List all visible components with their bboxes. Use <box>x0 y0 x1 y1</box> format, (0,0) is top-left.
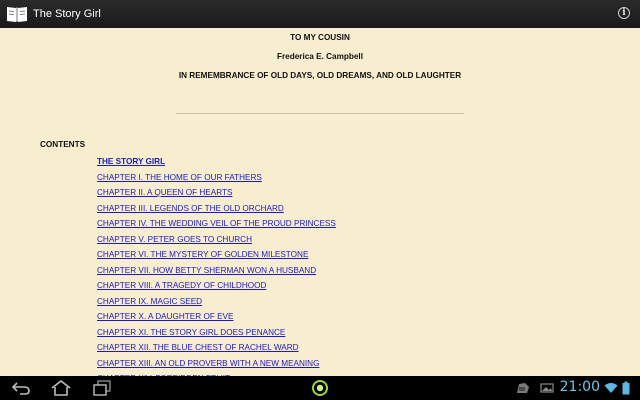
dedication-line-1: TO MY COUSIN <box>290 33 350 42</box>
toc-link[interactable]: CHAPTER VI. THE MYSTERY OF GOLDEN MILESTONE <box>97 250 309 259</box>
book-content[interactable] <box>0 28 640 376</box>
contents-heading: CONTENTS <box>40 140 86 149</box>
battery-status[interactable] <box>620 378 632 398</box>
toc-item <box>97 198 336 214</box>
back-icon <box>11 381 31 395</box>
notification-image[interactable] <box>538 378 556 398</box>
toc-item <box>97 260 336 276</box>
action-bar <box>0 0 640 28</box>
toc-link[interactable]: CHAPTER XII. THE BLUE CHEST OF RACHEL WARD <box>97 343 299 352</box>
menu-circle-icon <box>311 379 329 397</box>
toc-link[interactable]: CHAPTER XIII. AN OLD PROVERB WITH A NEW MEANING <box>97 358 320 368</box>
recent-apps-icon <box>92 380 112 396</box>
toc-item <box>97 322 336 338</box>
table-of-contents <box>97 151 336 384</box>
info-icon[interactable]: i <box>618 7 630 19</box>
wifi-status[interactable] <box>603 378 619 398</box>
wifi-icon <box>604 382 618 394</box>
toc-link[interactable]: CHAPTER V. PETER GOES TO CHURCH <box>97 234 252 244</box>
toc-link[interactable]: CHAPTER VII. HOW BETTY SHERMAN WON A HUSBAND <box>97 265 317 275</box>
notification-app[interactable] <box>514 378 532 398</box>
toc-item <box>97 337 336 353</box>
toc-link[interactable]: CHAPTER IV. THE WEDDING VEIL OF THE PROUD PRINCESS <box>97 219 336 228</box>
toc-item <box>97 182 336 198</box>
toc-item <box>97 291 336 307</box>
app-title: The Story Girl <box>33 8 101 20</box>
home-button[interactable] <box>48 378 74 398</box>
toc-item <box>97 167 336 183</box>
toc-item <box>97 151 336 167</box>
toc-item <box>97 306 336 322</box>
notification-image-icon <box>540 382 554 394</box>
dedication-line-2: Frederica E. Campbell <box>276 52 363 61</box>
horizontal-rule <box>176 113 464 114</box>
toc-link[interactable]: CHAPTER I. THE HOME OF OUR FATHERS <box>97 172 262 182</box>
open-book-icon[interactable] <box>6 5 28 23</box>
toc-item <box>97 353 336 369</box>
toc-link[interactable]: CHAPTER XI. THE STORY GIRL DOES PENANCE <box>97 327 286 337</box>
toc-link[interactable]: CHAPTER VIII. A TRAGEDY OF CHILDHOOD <box>97 281 267 290</box>
back-button[interactable] <box>8 378 34 398</box>
toc-link[interactable]: CHAPTER II. A QUEEN OF HEARTS <box>97 188 233 197</box>
toc-item <box>97 229 336 245</box>
toc-link[interactable]: THE STORY GIRL <box>97 157 166 166</box>
toc-item <box>97 275 336 291</box>
status-clock[interactable]: 21:00 <box>559 379 600 395</box>
system-navigation-bar <box>0 376 640 400</box>
toc-item <box>97 213 336 229</box>
toc-item <box>97 244 336 260</box>
dedication-line-3: IN REMEMBRANCE OF OLD DAYS, OLD DREAMS, AND OLD LAUGHTER <box>178 71 462 80</box>
notification-app-icon <box>515 381 531 395</box>
recent-apps-button[interactable] <box>90 378 114 398</box>
menu-button[interactable] <box>309 378 331 398</box>
toc-link[interactable]: CHAPTER IX. MAGIC SEED <box>97 296 203 306</box>
toc-link[interactable]: CHAPTER III. LEGENDS OF THE OLD ORCHARD <box>97 203 284 213</box>
home-icon <box>50 380 72 396</box>
toc-link[interactable]: CHAPTER X. A DAUGHTER OF EVE <box>97 312 234 321</box>
battery-icon <box>622 381 630 395</box>
